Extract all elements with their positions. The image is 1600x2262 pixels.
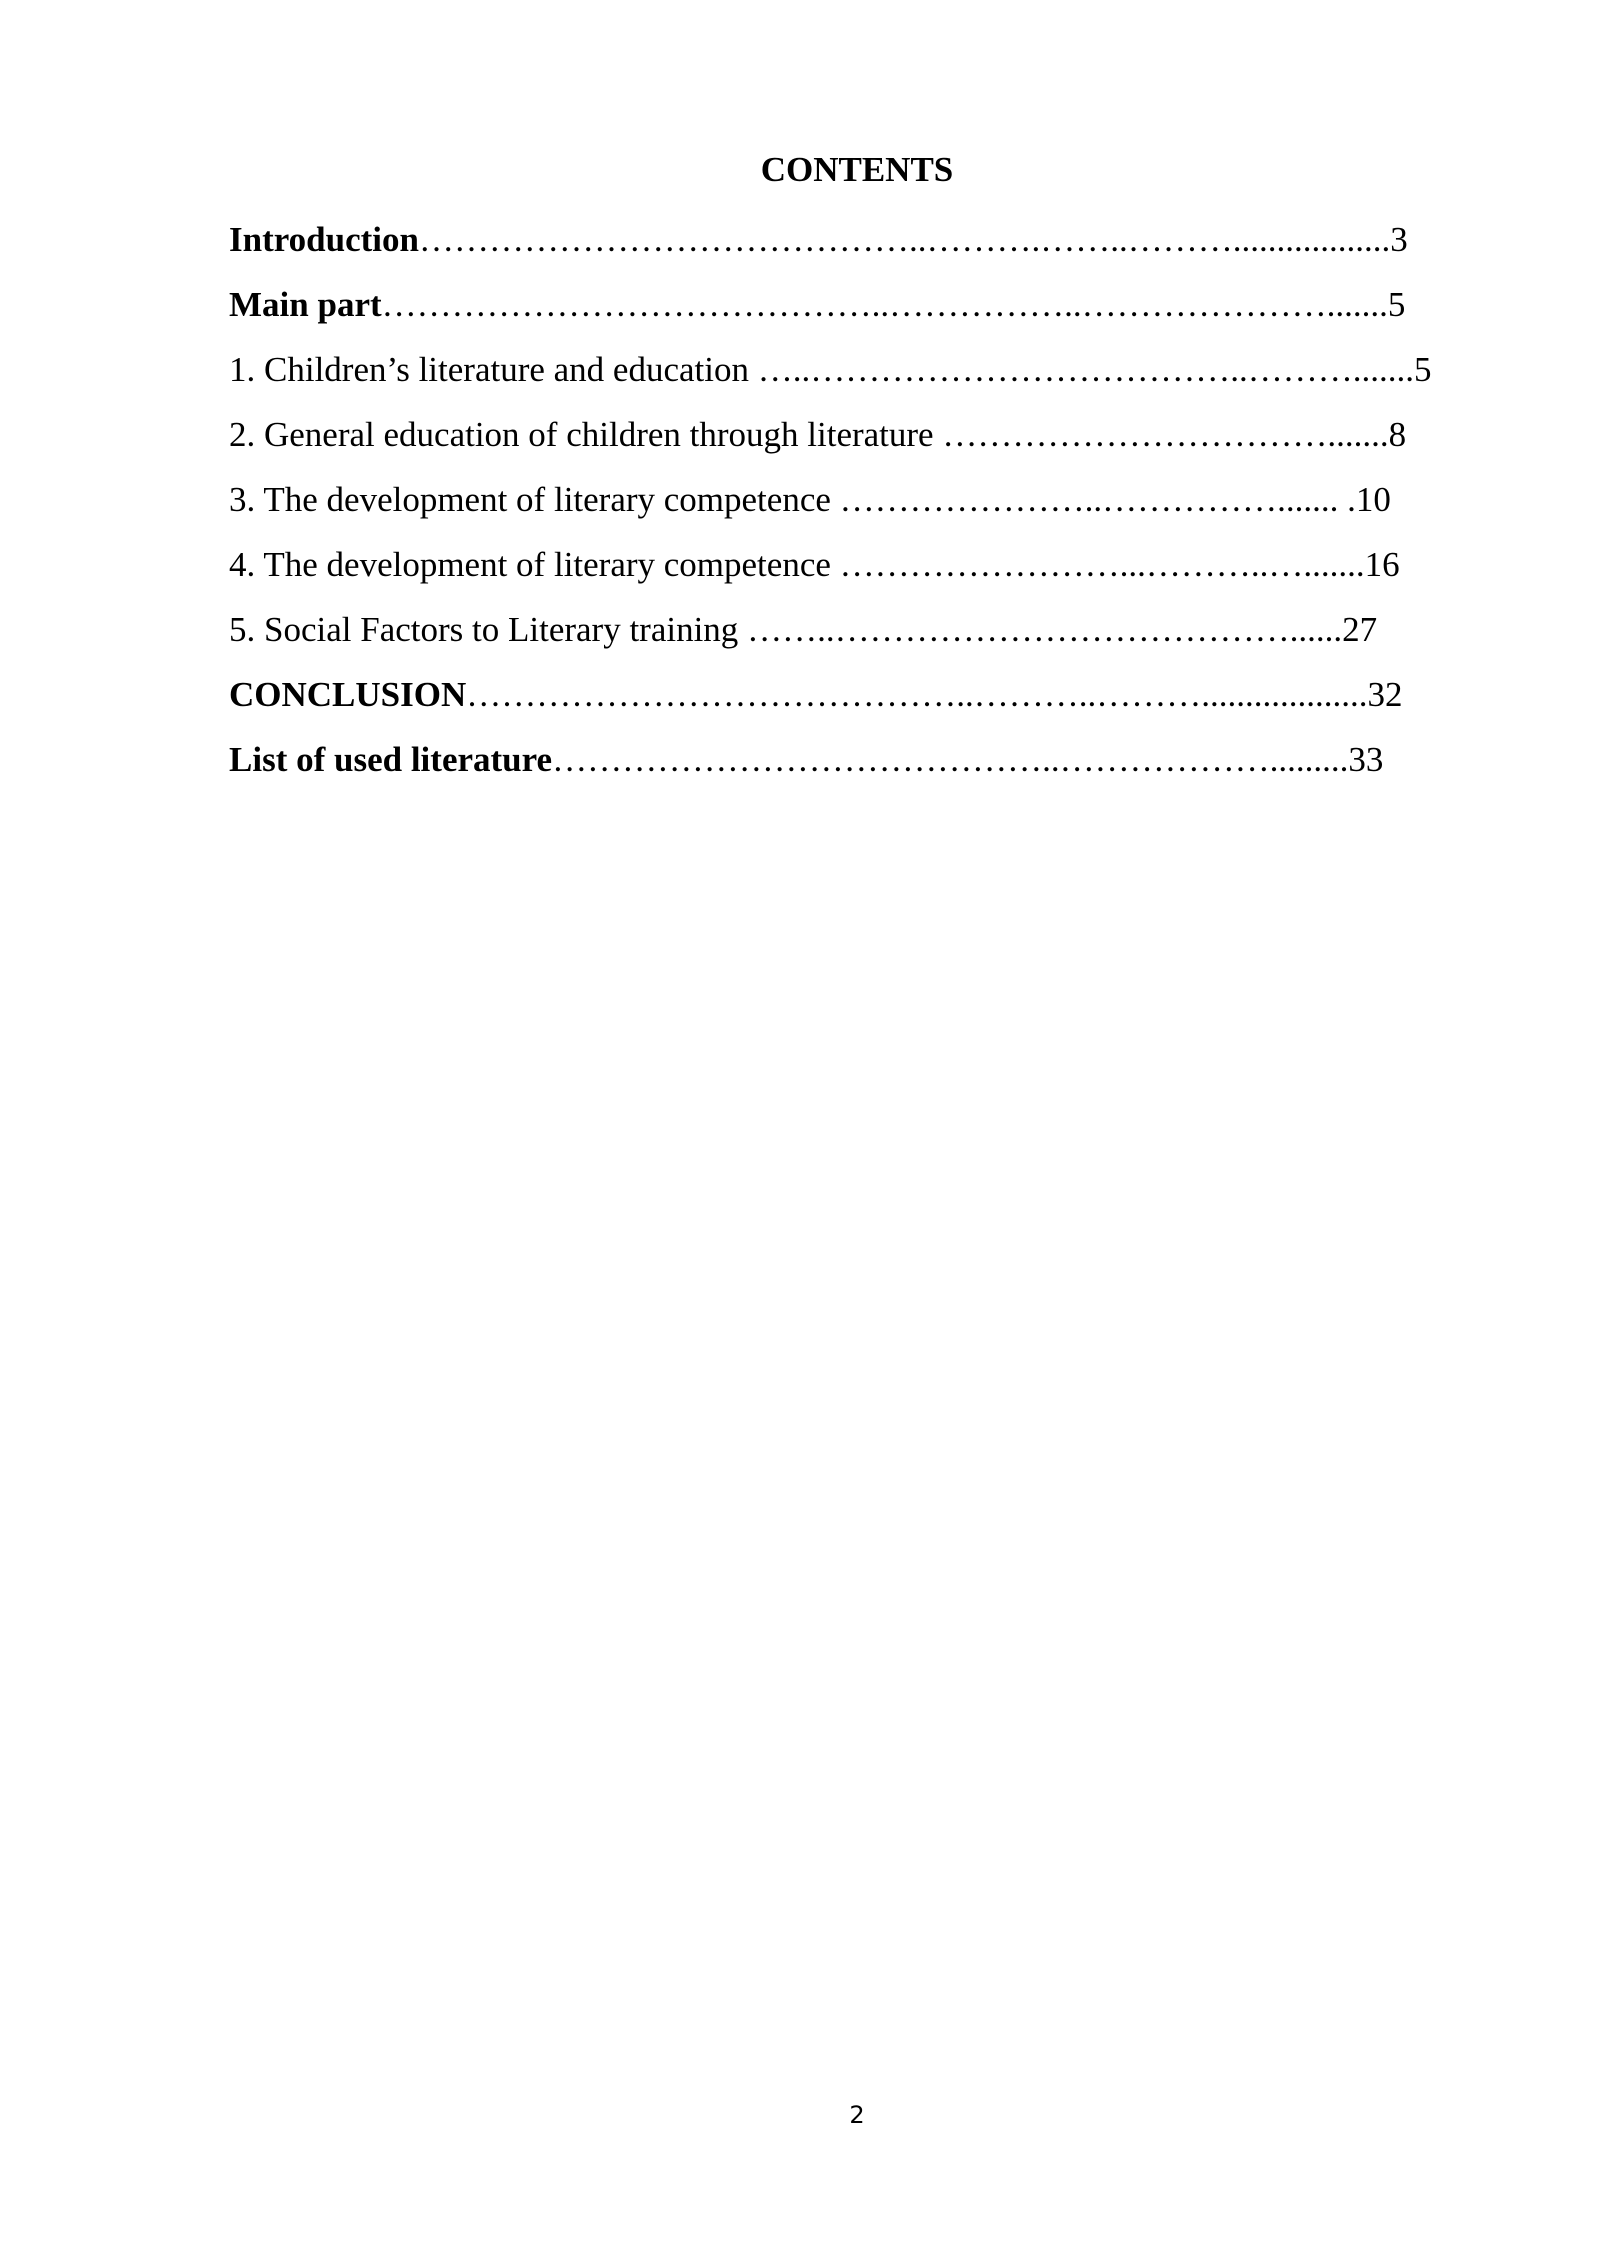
toc-entry-main-part bbox=[229, 280, 1569, 345]
toc-entry-label: List of used literature bbox=[229, 740, 553, 779]
toc-entry-label: CONCLUSION bbox=[229, 675, 467, 714]
toc-entry-leader: ……………………………………..………………......... bbox=[552, 740, 1349, 779]
table-of-contents bbox=[229, 215, 1569, 800]
toc-entry-leader: ……………………………....... bbox=[942, 415, 1389, 454]
toc-entry-introduction bbox=[229, 215, 1569, 280]
toc-entry-conclusion bbox=[229, 670, 1569, 735]
toc-entry-literature bbox=[229, 735, 1569, 800]
toc-entry-section-2 bbox=[229, 410, 1569, 475]
page-number: 2 bbox=[849, 2101, 865, 2129]
toc-entry-label: 1. Children’s literature and education bbox=[229, 350, 758, 389]
toc-entry-leader: …..………………………………..………....... bbox=[757, 350, 1414, 389]
contents-heading: CONTENTS bbox=[760, 150, 954, 189]
toc-entry-leader: ……………………………………..………..………................... bbox=[466, 675, 1368, 714]
toc-entry-label: Main part bbox=[229, 285, 382, 324]
toc-entry-page: 33 bbox=[1348, 740, 1384, 779]
toc-entry-section-1 bbox=[229, 345, 1569, 410]
toc-entry-page: 8 bbox=[1388, 415, 1407, 454]
toc-entry-section-4 bbox=[229, 540, 1569, 605]
toc-entry-section-3 bbox=[229, 475, 1569, 540]
toc-entry-page: 3 bbox=[1390, 220, 1408, 259]
toc-entry-leader: ……………………………………..……………..…………………....... bbox=[381, 285, 1388, 324]
toc-entry-section-5 bbox=[229, 605, 1569, 670]
toc-entry-label: 3. The development of literary competence bbox=[229, 480, 840, 519]
toc-entry-page: 27 bbox=[1342, 610, 1378, 649]
toc-entry-page: 5 bbox=[1413, 350, 1432, 389]
toc-entry-label: 5. Social Factors to Literary training bbox=[229, 610, 748, 649]
toc-entry-label: Introduction bbox=[229, 220, 419, 259]
toc-entry-page: 5 bbox=[1387, 285, 1406, 324]
toc-entry-leader: …………………..……………....... . bbox=[839, 480, 1356, 519]
toc-entry-label: 4. The development of literary competence bbox=[229, 545, 840, 584]
toc-entry-leader: ……………………………………..……….……..……….................. bbox=[418, 220, 1391, 259]
toc-entry-page: 32 bbox=[1367, 675, 1403, 714]
toc-entry-leader: ……..…………………………………...... bbox=[747, 610, 1343, 649]
toc-entry-page: 16 bbox=[1364, 545, 1400, 584]
toc-entry-page: 10 bbox=[1355, 480, 1391, 519]
toc-entry-leader: ……………………...………..…....... bbox=[839, 545, 1365, 584]
toc-entry-label: 2. General education of children through literature bbox=[229, 415, 943, 454]
